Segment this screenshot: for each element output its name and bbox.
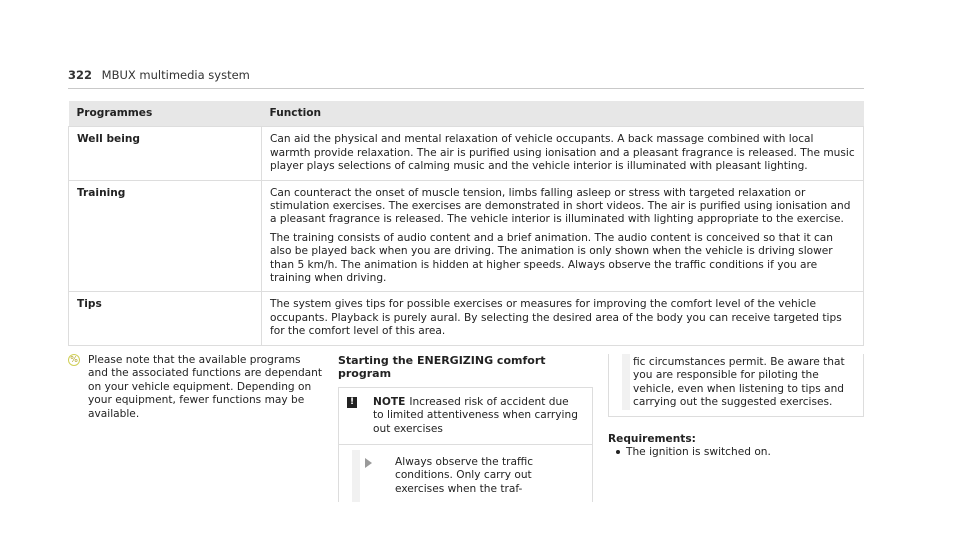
page-header bbox=[68, 68, 250, 82]
description-paragraph: Can aid the physical and mental relaxation of vehicle occupants. A back massage combined with local warmth provide relaxation. The air is purified using ionisation and a pleasant fragrance is released. The music player plays selections of calming music and the vehicle interior is illuminated with pleasant lighting. bbox=[270, 133, 855, 173]
warning-title: NOTE bbox=[373, 395, 406, 408]
programme-description bbox=[262, 180, 864, 292]
requirements bbox=[608, 433, 864, 460]
comfort-heading: Starting the ENERGIZING comfort program bbox=[338, 354, 546, 381]
programme-description bbox=[262, 127, 864, 180]
column-header-programmes: Programmes bbox=[69, 101, 262, 127]
continued-step bbox=[608, 354, 864, 417]
programme-description bbox=[262, 292, 864, 345]
continued-text: fic circumstances permit. Be aware that you are responsible for piloting the vehicle, even when listening to tips and carrying out the suggested exercises. bbox=[633, 356, 845, 409]
table-row bbox=[69, 180, 864, 292]
continued-section bbox=[608, 354, 864, 459]
page-number: 322 bbox=[68, 68, 93, 82]
programme-name: Tips bbox=[69, 292, 262, 345]
step-bar bbox=[352, 450, 360, 502]
info-note-text: Please note that the available programs and the associated functions are dependant on your vehicle equipment. Depending on your equipment, fewer functions may be available. bbox=[88, 354, 323, 420]
info-note bbox=[68, 354, 323, 421]
programme-name: Training bbox=[69, 180, 262, 292]
header-divider bbox=[68, 88, 864, 89]
step-bar bbox=[622, 354, 630, 410]
description-paragraph: Can counteract the onset of muscle tension, limbs falling asleep or stress with targeted relaxation or stimulation exercises. The exercises are demonstrated in short videos. The air is purified using ionisation and a pleasant fragrance is released. The vehicle interior is illuminated with lighting appropriate to the exercise. bbox=[270, 186, 851, 226]
description-paragraph: The system gives tips for possible exercises or measures for improving the comfort level of the vehicle occupants. Playback is purely aural. By selecting the desired area of the body you can receive targeted tips for the comfort level of this area. bbox=[270, 298, 842, 338]
requirement-text: The ignition is switched on. bbox=[626, 446, 771, 459]
table-row bbox=[69, 292, 864, 345]
section-title: MBUX multimedia system bbox=[101, 68, 250, 82]
column-header-function: Function bbox=[262, 101, 864, 127]
description-paragraph: The training consists of audio content and a brief animation. The audio content is conceived so that it can also be played back when you are driving. The animation is only shown when the vehicle is driving slower than 5 km/h. The animation is hidden at higher speeds. Always observe the traffic conditions if you are training when driving. bbox=[270, 231, 834, 285]
warning-box bbox=[338, 387, 593, 445]
requirements-title: Requirements: bbox=[608, 432, 696, 445]
warning-text: Increased risk of accident due to limited attentiveness when carrying out exercises bbox=[373, 395, 578, 435]
table-row bbox=[69, 127, 864, 180]
bullet-icon bbox=[616, 450, 620, 454]
warning-icon: ! bbox=[347, 397, 357, 408]
list-item bbox=[616, 446, 864, 459]
arrow-right-icon bbox=[365, 458, 372, 468]
info-icon: % bbox=[68, 354, 80, 366]
step-text: Always observe the traffic conditions. Only carry out exercises when the traf- bbox=[395, 456, 534, 495]
comfort-section bbox=[338, 354, 593, 502]
instruction-step bbox=[338, 444, 593, 502]
programme-name: Well being bbox=[69, 127, 262, 180]
programmes-table bbox=[68, 101, 864, 346]
